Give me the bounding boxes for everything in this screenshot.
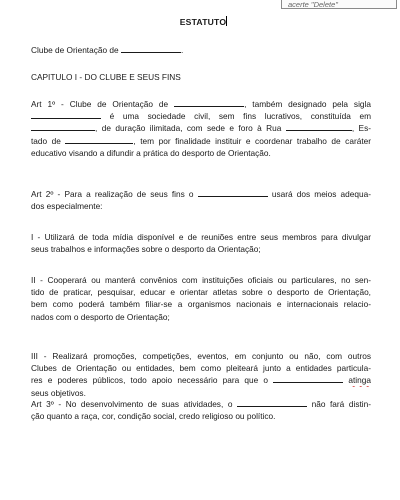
article-1-line	[31, 122, 371, 134]
item-2-line: nados com o desporto de Orientação;	[31, 311, 170, 322]
item-3-line: III - Realizará promoções, competições, eventos, em conjunto ou não, com outros	[31, 351, 371, 361]
article-1-text: , também designado pela sigla	[244, 99, 371, 109]
article-1-blank-date[interactable]	[31, 122, 95, 131]
article-2-blank[interactable]	[198, 188, 268, 197]
item-3-blank[interactable]	[273, 374, 343, 383]
club-name-line	[31, 44, 183, 56]
item-2	[31, 274, 371, 323]
item-3-text: res e poderes públicos, todo apoio necessário para que o	[31, 375, 269, 386]
chapter-heading: CAPITULO I - DO CLUBE E SEUS FINS	[31, 72, 181, 82]
article-3-line	[31, 398, 371, 410]
title-text: ESTATUTO	[179, 17, 227, 27]
article-1-text: Art 1º - Clube de Orientação de	[31, 99, 169, 109]
hint-tooltip: acerte "Delete"	[281, 0, 397, 9]
item-3-line	[31, 374, 371, 386]
item-1	[31, 231, 371, 255]
article-2-line	[31, 188, 371, 200]
article-1-line	[31, 135, 371, 147]
article-3-text: não fará distin-	[311, 399, 371, 409]
item-1-line: seus trabalhos e informações sobre o desporto da Orientação;	[31, 244, 261, 255]
article-1-text: tado de	[31, 135, 61, 146]
club-name-blank[interactable]	[121, 44, 184, 55]
article-1-text: , Es-	[351, 123, 371, 134]
text-cursor	[226, 16, 227, 26]
item-2-line: II - Cooperará ou manterá convênios com instituições oficiais ou particulares, no sen-	[31, 275, 371, 285]
document-title	[31, 16, 376, 28]
article-1-text: , de duração ilimitada, com sede e foro à Rua	[95, 123, 282, 134]
article-2	[31, 188, 371, 212]
article-3-text: 3º - No desenvolvimento de suas atividades, o	[41, 399, 233, 409]
article-1-text: é uma sociedade civil, sem fins lucrativos, constituída em	[109, 111, 371, 122]
item-3	[31, 350, 371, 399]
spelling-error-word: atinga	[348, 375, 371, 386]
article-2-line	[31, 200, 371, 212]
article-1-blank-state[interactable]	[65, 135, 133, 144]
article-3-blank[interactable]	[237, 398, 307, 407]
article-1-text: educativo visando a difundir a prática do desporto de Orientação.	[31, 147, 271, 158]
item-2-line: bem como poderá também filiar-se a organismos nacionais e internacionais relacio-	[31, 299, 371, 310]
item-3-line: Clubes de Orientação ou entidades, bem como pleiteará junto a entidades particula-	[31, 363, 371, 374]
article-1-line	[31, 147, 371, 159]
article-1-blank-acronym[interactable]	[31, 110, 101, 119]
item-1-line: I - Utilizará de toda mídia disponível e de reuniões entre seus membros para divulgar	[31, 232, 371, 242]
article-2-text: dos especialmente:	[31, 201, 103, 212]
item-2-line: tido de praticar, pesquisar, educar e orientar atletas sobre o desporto de Orientação,	[31, 287, 371, 298]
article-2-text: Art 2º - Para a realização de seus fins o	[31, 189, 194, 199]
article-1-text: , tem por finalidade instituir e coordenar trabalho de caráter	[133, 135, 371, 146]
article-1-line	[31, 98, 371, 110]
article-2-text: usará dos meios adequa-	[271, 189, 371, 199]
article-1-blank-name[interactable]	[174, 98, 244, 107]
article-3	[31, 398, 371, 422]
article-1	[31, 98, 371, 159]
article-1-blank-street[interactable]	[286, 122, 352, 131]
spelling-error-word: Art	[31, 399, 42, 409]
article-3-line: ção quanto a raça, cor, condição social, credo religioso ou político.	[31, 411, 276, 422]
club-suffix: .	[180, 45, 184, 55]
item-3-line: seus objetivos.	[31, 387, 86, 398]
club-label: Clube de Orientação de	[31, 45, 119, 55]
article-1-line	[31, 110, 371, 122]
